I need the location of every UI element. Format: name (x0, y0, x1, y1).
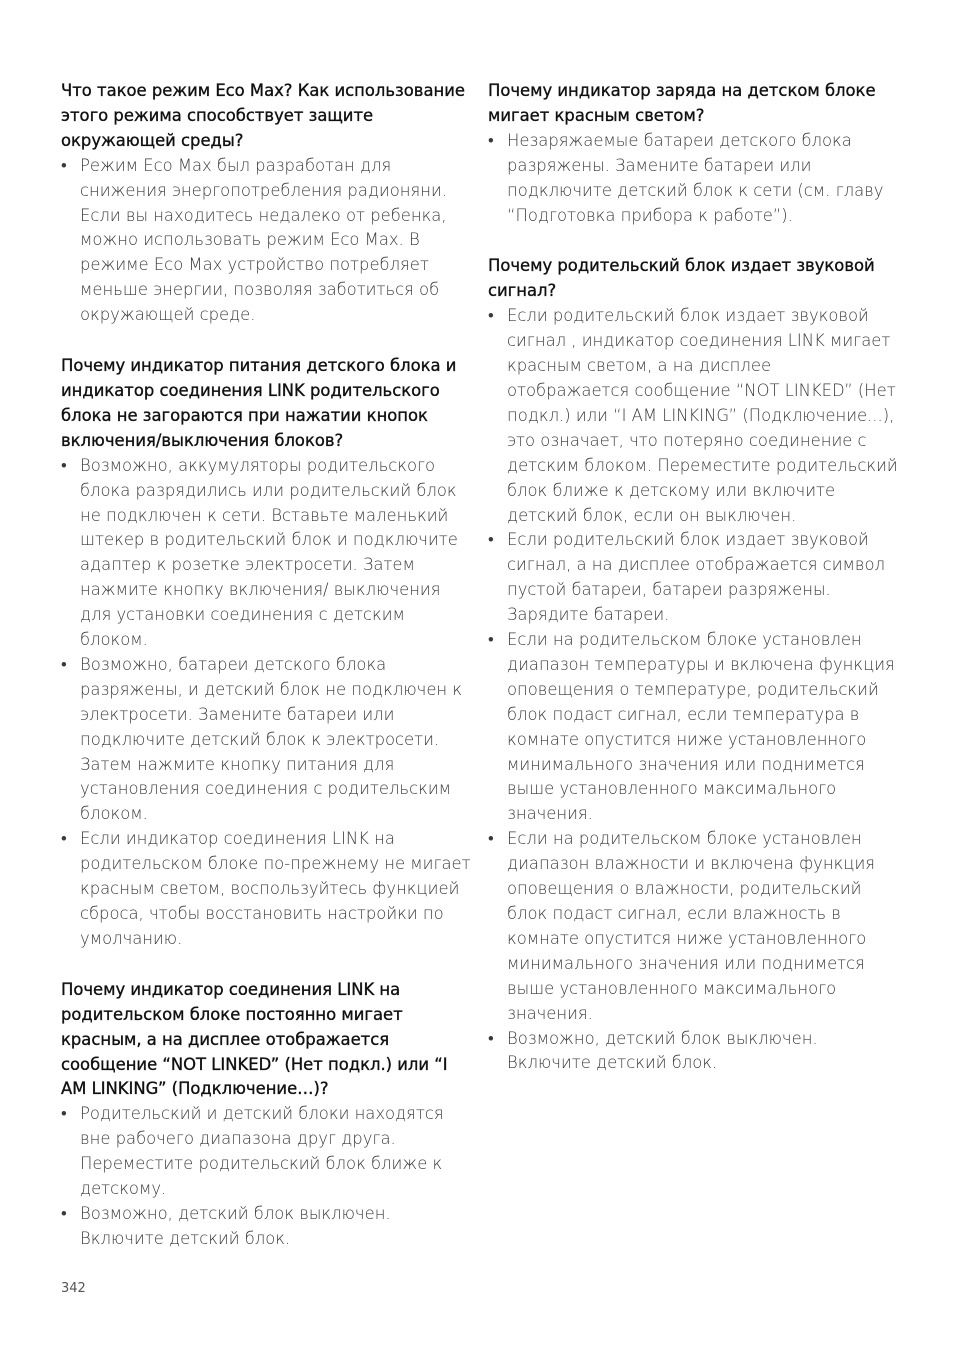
faq-answer-text: Если на родительском блоке установлен диапазон влажности и включена функция оповещения о влажности, родительский блок подаст сигнал, если влажность в комнате опустится ниже установленного минимального значения или поднимется выше установленного максимального значения. (507, 829, 875, 1023)
faq-answer-item (61, 454, 471, 653)
bullet-icon: • (61, 1203, 67, 1223)
faq-answer-item (488, 1027, 898, 1077)
faq-answer-text: Если родительский блок издает звуковой сигнал , индикатор соединения LINK мигает красным светом, а на дисплее отображается сообщение “NOT LINKED” (Нет подкл.) или “I AM LINKING” (Подключение...), это означает, что потеряно соединение с детским блоком. Переместите родительский блок ближе к детскому или включите детский блок, если он выключен. (507, 306, 898, 525)
faq-question: Почему родительский блок издает звуковой сигнал? (488, 256, 875, 301)
bullet-icon: • (488, 829, 494, 849)
faq-section-link-blinking (61, 978, 471, 1252)
faq-answer-item (61, 1202, 471, 1252)
bullet-icon: • (488, 630, 494, 650)
faq-answer-text: Возможно, детский блок выключен. Включите детский блок. (507, 1028, 818, 1073)
faq-section-charge-indicator (488, 79, 898, 228)
faq-answer-text: Режим Eco Max был разработан для снижения энергопотребления радионяни. Если вы находитесь недалеко от ребенка, можно использовать режим Eco Max. В режиме Eco Max устройство потребляет меньше энергии, позволяя заботиться об окружающей среде. (80, 155, 447, 325)
faq-answer-item (488, 628, 898, 827)
faq-answer-text: Если на родительском блоке установлен диапазон температуры и включена функция оповещения о температуре, родительский блок подаст сигнал, если температура в комнате опустится ниже установленного минимального значения или поднимется выше установленного максимального значения. (507, 630, 895, 824)
faq-question: Что такое режим Eco Max? Как использование этого режима способствует защите окружающей среды? (61, 81, 465, 150)
faq-answer-item (488, 528, 898, 628)
page-number: 342 (61, 1281, 86, 1296)
bullet-icon: • (61, 155, 67, 175)
faq-answer-text: Возможно, аккумуляторы родительского блока разрядились или родительский блок не подключен к сети. Вставьте маленький штекер в родительский блок и подключите адаптер к розетке электросети. Затем нажмите кнопку включения/ выключения для установки соединения с детским блоком. (80, 455, 458, 650)
bullet-icon: • (61, 455, 67, 475)
faq-section-beep (488, 254, 898, 1076)
faq-answer-text: Возможно, батареи детского блока разряжены, и детский блок не подключен к электросети. Замените батареи или подключите детский блок к электросети. Затем нажмите кнопку питания для установления соединения с родительским блоком. (80, 654, 463, 824)
right-column (488, 79, 898, 1102)
bullet-icon: • (61, 829, 67, 849)
faq-answer-item (488, 129, 898, 229)
faq-answer-text: Если родительский блок издает звуковой сигнал, а на дисплее отображается символ пустой батареи, батареи разряжены. Зарядите батареи. (507, 530, 885, 625)
faq-answer-item (488, 304, 898, 528)
faq-answer-item (61, 653, 471, 827)
bullet-icon: • (488, 130, 494, 150)
faq-answer-list (61, 1102, 471, 1251)
faq-answer-list (61, 454, 471, 952)
faq-answer-text: Если индикатор соединения LINK на родительском блоке по-прежнему не мигает красным светом, воспользуйтесь функцией сброса, чтобы восстановить настройки по умолчанию. (80, 829, 471, 948)
faq-answer-list (61, 154, 471, 328)
faq-answer-item (61, 827, 471, 952)
bullet-icon: • (488, 306, 494, 326)
faq-answer-text: Возможно, детский блок выключен. Включите детский блок. (80, 1203, 391, 1248)
faq-answer-item (61, 154, 471, 328)
faq-section-power-indicator (61, 354, 471, 952)
faq-section-eco-max (61, 79, 471, 328)
faq-answer-text: Незаряжаемые батареи детского блока разряжены. Замените батареи или подключите детский блок к сети (см. главу “Подготовка прибора к работе”). (507, 130, 884, 225)
faq-answer-list (488, 304, 898, 1076)
faq-answer-item (61, 1102, 471, 1202)
bullet-icon: • (61, 1104, 67, 1124)
faq-answer-list (488, 129, 898, 229)
faq-question: Почему индикатор питания детского блока и индикатор соединения LINK родительского блока не загораются при нажатии кнопок включения/выключения блоков? (61, 356, 457, 450)
faq-question: Почему индикатор заряда на детском блоке мигает красным светом? (488, 81, 876, 125)
bullet-icon: • (61, 654, 67, 674)
faq-answer-item (488, 827, 898, 1026)
faq-answer-text: Родительский и детский блоки находятся вне рабочего диапазона друг друга. Переместите родительский блок ближе к детскому. (80, 1104, 444, 1199)
faq-question: Почему индикатор соединения LINK на родительском блоке постоянно мигает красным, а на дисплее отображается сообщение “NOT LINKED” (Нет подкл.) или “I AM LINKING” (Подключение…)? (61, 979, 448, 1099)
bullet-icon: • (488, 1028, 494, 1048)
left-column (61, 79, 471, 1278)
bullet-icon: • (488, 530, 494, 550)
